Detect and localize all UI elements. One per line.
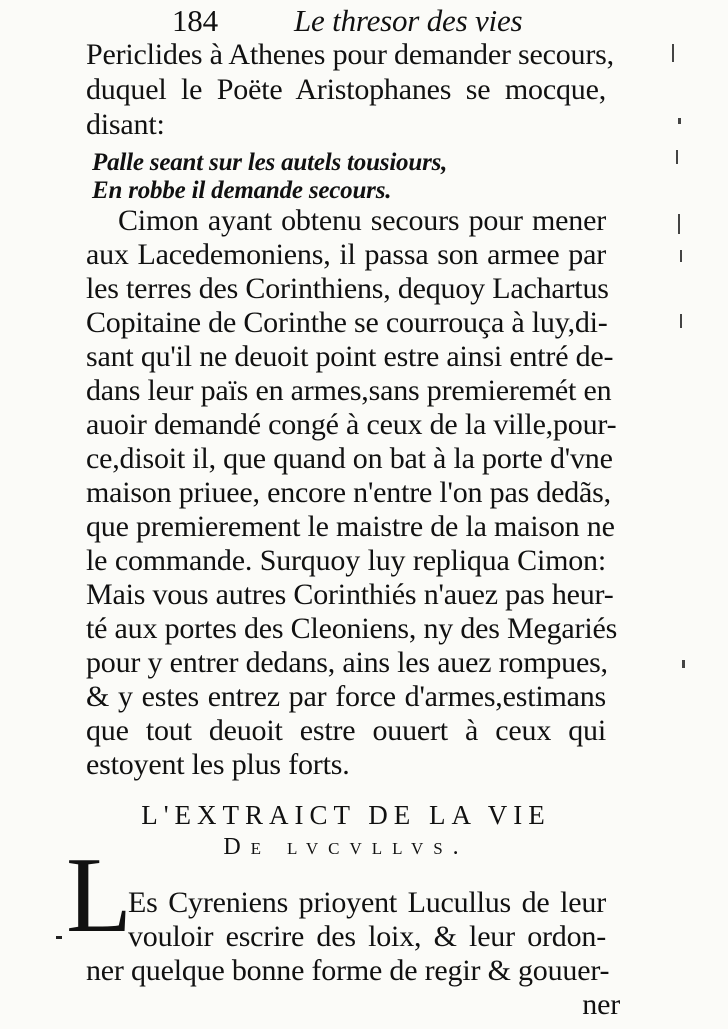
paragraph-line: que tout deuoit estre ouuert à ceux qui xyxy=(86,714,606,747)
paragraph-line: ce,disoit il, que quand on bat à la porte d'vne xyxy=(86,442,613,475)
paragraph-line: ner quelque bonne forme de regir & gouuer- xyxy=(86,954,610,987)
paragraph-line: Mais vous autres Corinthiés n'auez pas heur- xyxy=(86,578,614,611)
paragraph-line: le commande. Surquoy luy repliqua Cimon: xyxy=(86,544,606,577)
margin-mark xyxy=(678,118,681,124)
text-line: Periclides à Athenes pour demander secours, xyxy=(86,38,614,71)
margin-mark xyxy=(680,250,682,262)
paragraph-line: Es Cyreniens prioyent Lucullus de leur xyxy=(128,886,606,919)
paragraph-line: Cimon ayant obtenu secours pour mener xyxy=(118,204,606,237)
margin-mark xyxy=(676,150,678,164)
paragraph-line: estoyent les plus forts. xyxy=(86,748,350,781)
margin-mark xyxy=(678,214,680,234)
section-title: L'EXTRAICT DE LA VIE xyxy=(141,800,551,830)
drop-cap: L xyxy=(66,836,132,955)
paragraph-line: té aux portes des Cleoniens, ny des Megariés xyxy=(86,612,618,645)
paragraph-line: pour y entrer dedans, ains les auez rompues, xyxy=(86,646,608,679)
paragraph-line: aux Lacedemoniens, il passa son armee par xyxy=(86,238,606,271)
running-head: Le thresor des vies xyxy=(294,3,523,38)
verse-line: Palle seant sur les autels tousiours, xyxy=(92,149,448,176)
paragraph-line: les terres des Corinthiens, dequoy Lachartus xyxy=(86,272,609,305)
paragraph-line: & y estes entrez par force d'armes,estimans xyxy=(86,680,606,713)
page-number: 184 xyxy=(172,3,218,38)
section-subtitle: De lvcvllvs. xyxy=(223,834,469,860)
ornament-mark xyxy=(56,936,62,939)
paragraph-line: que premierement le maistre de la maison ne xyxy=(86,510,615,543)
paragraph-line: Copitaine de Corinthe se courrouça à luy,di- xyxy=(86,306,608,339)
catchword: ner xyxy=(582,988,620,1021)
paragraph-line: dans leur païs en armes,sans premieremét en xyxy=(86,374,612,407)
paragraph-line: vouloir escrire des loix, & leur ordon- xyxy=(128,920,606,953)
margin-mark xyxy=(672,44,674,62)
text-line: duquel le Poëte Aristophanes se mocque, xyxy=(86,73,606,106)
paragraph-line: auoir demandé congé à ceux de la ville,pour- xyxy=(86,408,617,441)
paragraph-line: sant qu'il ne deuoit point estre ainsi entré de- xyxy=(86,340,614,373)
verse-line: En robbe il demande secours. xyxy=(92,177,392,204)
margin-mark xyxy=(682,660,685,668)
paragraph-line: maison priuee, encore n'entre l'on pas dedãs, xyxy=(86,476,611,509)
margin-mark xyxy=(680,314,682,328)
text-line: disant: xyxy=(86,108,165,141)
